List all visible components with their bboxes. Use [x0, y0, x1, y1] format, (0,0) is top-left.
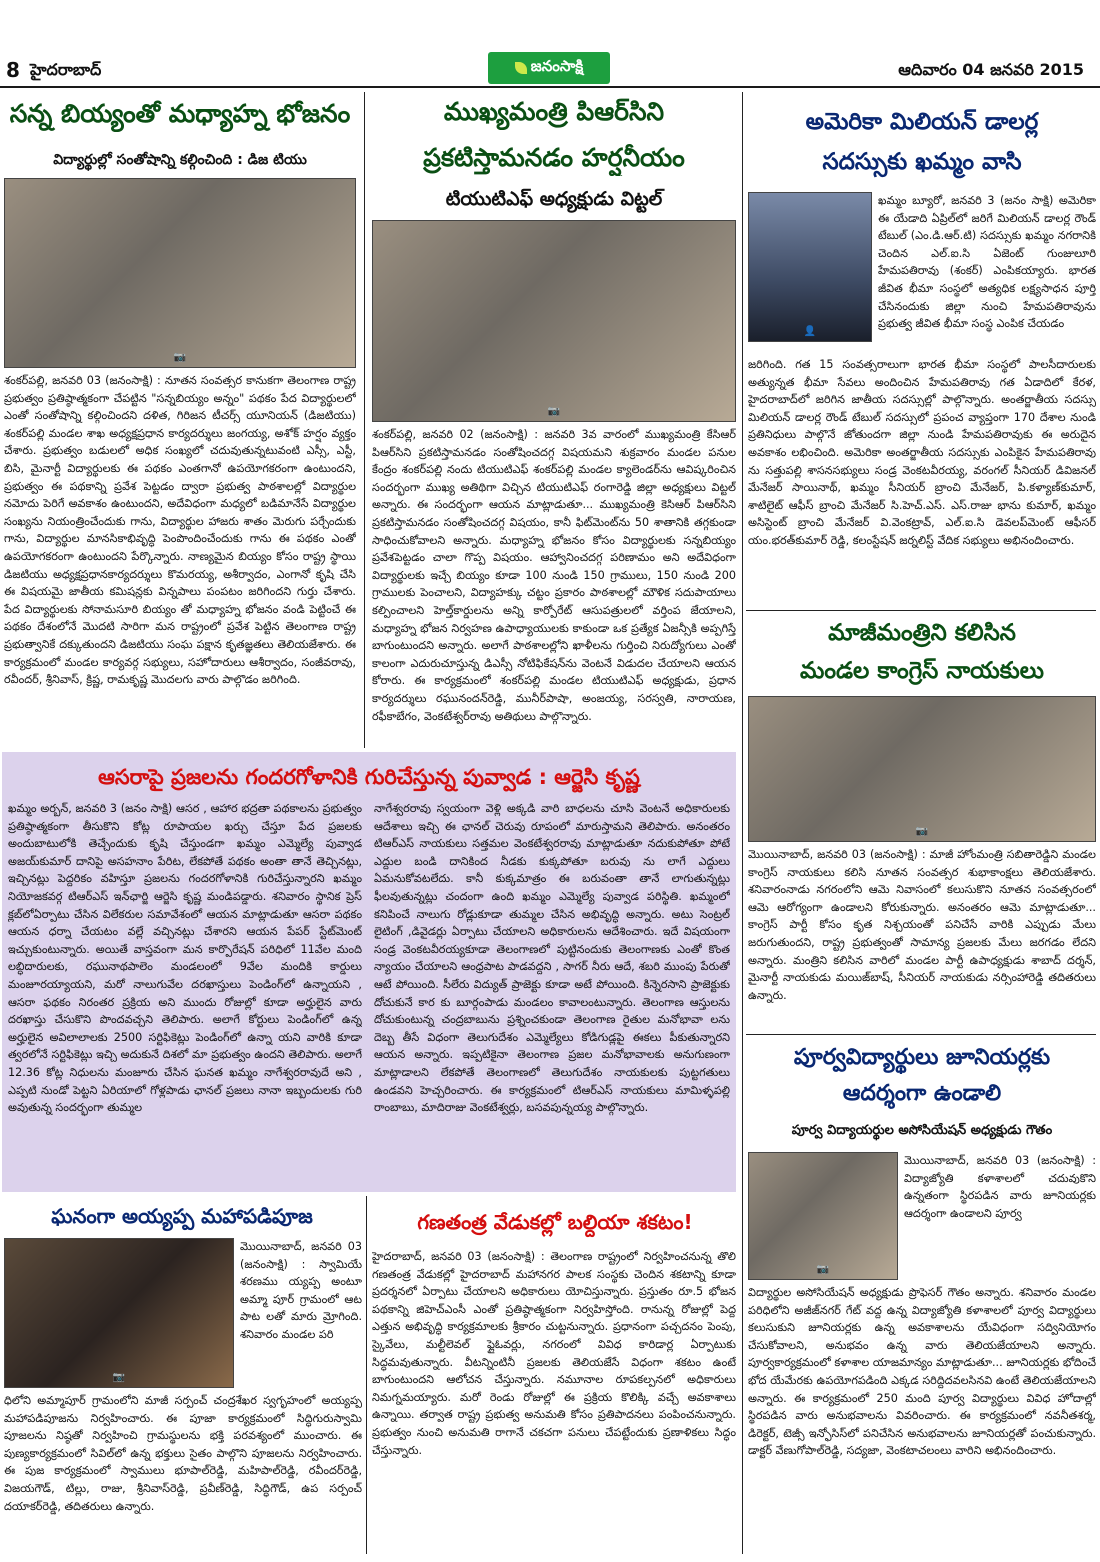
- edition-city: హైదరాబాద్: [30, 60, 102, 79]
- story-divider: [746, 610, 1096, 611]
- alumni-body: విద్యార్థుల అసోసియేషన్ అధ్యక్షుడు ప్రొఫెసర్ గౌతం అన్నారు. శనివారం మండల పరిధిలోని అజీజ్‌నగర్ గేట్ వద్ద ఉన్న విద్యాజ్యోతి కళాశాలలో పూర్వ విద్యార్థులు కలుసుకుని జూనియర్లకు ఉన్న అవకాశాలను యేవిధంగా సద్వినియోగం చేసుకోవాలని, అనుభవం ఉన్న వారు తెలియజేయాలని అన్నారు. పూర్వకార్యక్రమంలో కళాశాల యాజమాన్యం మాట్లాడుతూ... జూనియర్లకు భోదించే భోద యేమేరకు ఉపయోగపడింది ఎక్కడ సరిద్దిదవలసినవి ఉంటే తెలియజేయాలని అన్నారు. ఈ కార్యక్రమంలో 250 మంది పూర్వ విద్యార్థులు వివిధ హోదాల్లో స్థిరపడిన వారు అనుభవాలను వివరించారు. ఈ కార్యక్రమంలో నవనీతశర్మ, డిరెక్టర్, టెజ్సీ ఇన్ఫోసిస్‌లో పనిచేసిన అనుభవాలను జూనియర్లతో పంచుకున్నారు. డాక్టర్ వేణుగోపాల్‌రెడ్డి, సద్యజా, వెంకటాచలంలు వారిని అభినందించారు.: [748, 1286, 1096, 1458]
- masthead-logo: [488, 52, 610, 84]
- america-portrait: 👤: [748, 192, 872, 342]
- congress-headline-line1: మాజీమంత్రిని కలిసిన: [828, 620, 1016, 646]
- asara-body-left: ఖమ్మం అర్బన్, జనవరి 3 (జనం సాక్షి) ఆసర , ఆహార భద్రతా పథకాలను ప్రభుత్వం ప్రతిష్ఠాత్మకంగా తీసుకొని కోట్ల రూపాయల ఖర్చు చేస్తూ పేద ప్రజలకు అందుబాటులోకి తెచ్చేందుకు కృషి చేస్తుండగా ఖమ్మం ఎమ్మెల్యే పువ్వాడ అజయ్‌కుమార్ దానిపై అసహనాం పేరిట, లేకపోతే పథకం అంతా తానే తెచ్చినట్లు, ఇచ్చినట్లు పెద్దరికం వహిస్తూ ప్రజలను గందరగోళానికి గురిచేస్తున్నారని ఖమ్మం నియోజకవర్గ టిఆర్ఎస్ ఇన్‌ఛార్జి ఆర్జెసి కృష్ణ మండిపడ్డారు. శనివారం స్థానిక ప్రెస్ క్లబ్‌లోఏర్పాటు చేసిన విలేకరుల సమావేశంలో ఆయన మాట్లాడుతూ ఆసరా పథకం ఆయన ధర్నా చేయటం వల్లే వచ్చినట్లు చేశారని ఆయన పేపర్ స్టేట్‌మెంట్ ఇచ్చుకుంటున్నారు. అయితే వాస్తవంగా మన కార్పొరేషన్ పరిధిలో 11వేల మంది లబ్ధిదారులకు, రఘునాథపాలెం మండలంలో 9వేల మందికి కార్డులు మంజూరయ్యాయని, మరో నాలుగువేల దరఖాస్తులు పెండింగ్‌లో ఉన్నాయని , ఆసరా ఫథకం నిరంతర ప్రక్రియ అని ముందు రోజుల్లో కూడా అర్హులైన వారు దరఖాస్తు చేసుకొని పొందవచ్చని తెలిపారు. అలాగే కోర్టులు పెండింగ్‌లో ఉన్న అర్హులైన అవిలాలాలకు 2500 సర్టిఫికెట్లు పెండింగ్‌లో ఉన్నా యని వారికి కూడా త్వరలోనే సర్టిఫికెట్లు ఇచ్చి అదుకునే దిశలో మా ప్రభుత్వం ఉందని తెలిపారు. అలాగే 12.36 కోట్ల నిధులను మంజూరు చేసిన ఘనత ఖమ్మం నాగేశ్వరరావుదే అని , ఎప్పటి నుండో పెట్టని ఏరియాలో గోళ్లపాడు ఛానల్ ప్రజలు నానా ఇబ్బందులకు గురి అవుతున్న సందర్భంగా తుమ్మల: [8, 802, 362, 1115]
- america-headline-line2: సదస్సుకు ఖమ్మం వాసి: [822, 149, 1022, 175]
- cm-headline-line2: ప్రకటిస్తామనడం హర్షనీయం: [423, 143, 685, 172]
- america-body-bottom: జరిగింది. గత 15 సంవత్సరాలుగా భారత భీమా సంస్థలో పాలసీదారులకు అత్యున్నత భీమా సేవలు అందించిన హేమపతిరావు గత ఏడాదిలో కేరళ, హైదరాబాద్‌లో జరిగిన జాతీయ సదస్సుల్లో పాల్గొన్నారు. అంతర్జాతీయ సదస్సు మిలియన్ డాలర్ల రౌండ్ టేబుల్ సదస్సులో ప్రపంచ వ్యాప్తంగా 170 దేశాల నుండి ప్రతినిధులు పాల్గొనే జోతుందగా జిల్లా నుండి హేమపతిరావుకు ఈ అరుదైన అవకాశం లభించింది. అమెరికా అంతర్జాతీయ సదస్సుకు ఎంపికైన హేమపతిరావు ను సత్తుపల్లి శాసనసభ్యులు సండ్ర వెంకటవీరయ్య, వరంగల్ సీనియర్ డివిజనల్ మేనేజర్ సాయినాథ్, ఖమ్మం సీనియర్ బ్రాంచి మేనేజర్, పి.కళ్యాణ్‌కుమార్, శాటిలైట్ ఆఫీస్ బ్రాంచి మేనేజర్ సి.హెచ్.ఎస్. ఎస్.రాజు భాను కుమార్, ఖమ్మం అసిస్టెంట్ బ్రాంచి మేనేజర్ వి.వెంకట్రావ్, ఎల్.ఐ.సి డెవలప్‌మెంట్ ఆఫీసర్ యం.భరత్‌కుమార్ రెడ్డి, కలంస్టేషన్ జర్నలిస్ట్ వేదిక సభ్యులు అభినందించారు.: [748, 358, 1096, 547]
- republic-body: హైదరాబాద్, జనవరి 03 (జనంసాక్షి) : తెలంగాణ రాష్ట్రంలో నిర్వహించనున్న తొలి గణతంత్ర వేడుకల్లో హైదరాబాద్ మహానగర పాలక సంస్థకు చెందిన శకటాన్ని కూడా ప్రదర్శనలో ఏర్పాటు చేయాలని అధికారులు యోచిస్తున్నారు. ప్రస్తుతం రూ.5 భోజన పథకాన్ని జిహెచ్ఎంసీ ఎంతో ప్రతిష్ఠాత్మకంగా నిర్వహిస్తోంది. రానున్న రోజుల్లో పెద్ద ఎత్తున అభివృద్ధి కార్యక్రమాలకు శ్రీకారం చుట్టనున్నారు. ప్రధానంగా పచ్చదనం పెంపు, స్కైవేలు, మల్టీలెవల్ ఫ్లైఓవర్లు, నగరంలో వివిధ కారిడార్ల ఏర్పాటుకు సిద్ధమవుతున్నారు. వీటన్నింటినీ ప్రజలకు తెలియజేసే విధంగా శకటం ఉంటే బాగుంటుందని ఆలోచన చేస్తున్నారు. నమూనాల రూపకల్పనలో అధికారులు నిమగ్నమయ్యారు. మరో రెండు రోజుల్లో ఈ ప్రక్రియ కొలిక్కి వచ్చే అవకాశాలు ఉన్నాయి. తర్వాత రాష్ట్ర ప్రభుత్వ అనుమతి కోసం ప్రతిపాదనలు పంపించనున్నారు. ప్రభుత్వం నుంచి అనుమతి రాగానే చకచగా పనులు చేపట్టేందుకు ప్రణాళికలు సిద్ధం చేస్తున్నారు.: [372, 1250, 736, 1457]
- cm-body: శంకర్‌పల్లి, జనవరి 02 (జనంసాక్షి) : జనవరి 3వ వారంలో ముఖ్యమంత్రి కేసిఆర్ పిఆర్‌సిని ప్రకటిస్తామనడం సంతోషించదగ్గ విషయమని శుక్రవారం మండల పనుల కేంద్రం శంకర్‌పల్లి నందు టియుటిఎఫ్ శంకర్‌పల్లి మండల క్యాలెండర్‌ను ఆవిష్కరించిన సందర్భంగా ముఖ్య అతిథిగా విచ్చిన టియుటిఎఫ్ రంగారెడ్డి జిల్లా అధ్యక్షులు విట్టల్ అన్నారు. ఈ సందర్భంగా ఆయన మాట్లాడుతూ... ముఖ్యమంత్రి కెసిఆర్ పిఆర్‌సిని ప్రకటిస్తామనడం సంతోషించదగ్గ విషయం, కానీ ఫిట్‌మెంట్‌ను 50 శాతానికి తగ్గకుండా సాధించుకోవాలని అన్నారు. మధ్యాహ్న భోజనం కోసం విద్యార్థులకు సన్నబియ్యం ప్రవేశపెట్టడం చాలా గొప్ప విషయం. ఆహ్వానించదగ్గ పరిణామం అని అదేవిధంగా విద్యార్థులకు ఇచ్చే బియ్యం కూడా 100 నుండి 150 గ్రాములు, 150 నుండి 200 గ్రాములకు పెంచాలని, విద్యాహక్కు చట్టం ప్రకారం పాఠశాలల్లో మౌళిక సదుపాయాలు కల్పించాలని హెల్త్‌కార్డులను అన్ని కార్పోరేట్ ఆసుపత్రులలో వర్తింప జేయాలని, మధ్యాహ్న భోజన నిర్వహణ ఉపాధ్యాయులకు కాకుండా ఒక ప్రత్యేక ఏజన్సీకి అప్పగిస్తే బాగుంటుందని అన్నారు. అలాగే పాఠశాలల్లోని ఖాళీలను గుర్తించి నిరుద్యోగులు ఎంతో కాలంగా ఎదురుచూస్తున్న డిఎస్సీ నోటిఫికేషన్‌ను వెంటనే విడుదల చేయాలని ఆయన కోరారు. ఈ కార్యక్రమంలో శంకర్‌పల్లి మండల టియుటిఎఫ్ అధ్యక్షుడు, ప్రధాన కార్యదర్శులు రఘునందన్‌రెడ్డి, మునీర్‌పాషా, అంజయ్య, సరస్వతి, నారాయణ, రఫీకాబేగం, వెంకటేశ్వర్‌రావు అతిథులు పాల్గొన్నారు.: [372, 428, 736, 723]
- ayyappa-body-side: మొయినాబాద్, జనవరి 03 (జనంసాక్షి) : స్వామియే శరణము య్యప్ప అంటూ అమ్మా పూర్ గ్రామంలో ఆట పాట లతో మారు మ్రోగింది. శనివారం మండల పరి: [240, 1240, 362, 1341]
- asara-body-right: నాగేశ్వరరావు స్వయంగా వెళ్లి అక్కడి వారి బాధలను చూసి వెంటనే అధికారులకు ఆదేశాలు ఇచ్చి ఈ ఛానల్ చెరువు రూపంలో మారుస్తామని తెలిపారు. అనంతరం టిఆర్ఎస్ నాయకులు సత్తమల వెంకటేశ్వరరావు మాట్లాడుతూ నదుకుపోతూ పోటే ఎద్దుల బండి దానికింద నీడకు కుక్కపోతూ బరువు ను లాగే ఎద్దులు ఏమనుకోవటలేదు. కానీ కుక్కమాత్రం ఈ బరువంతా తానే లాగుతున్నట్లు ఫీలవుతున్నట్లు చందంగా ఉంది ఖమ్మం ఎమ్మెల్యే పువ్వాడ పరిస్థితి. ఖమ్మంలో కనిపించే నాలుగు రోడ్లుకూడా తుమ్మల చేసిన అభివృద్ధి అన్నారు. అటు సెంట్రల్ లైటింగ్ ,డివైడర్లు ఏర్పాటు చేయాలని అధికారులను ఆదేశించారు. ఇదే విషయంగా సండ్ర వెంకటవీరయ్యకూడా తెలంగాణలో పుట్టినందుకు తెలంగాణకు ఎంతో కొంత న్యాయం చేయాలని ఆంధ్రపాట పాడవద్దని , సాగర్ నీరు ఆదే, శబరి ముంపు పేరుతో ఆటే పోయింది. సీలేరు విద్యుత్ ప్రాజెక్టు కూడా అటే పోయింది. కిన్నెరసాని ప్రాజెక్టుకు దోచుకునే కార కు బూర్గంపాడు మండలం కావాలంటున్నారు. తెలంగాణ ఆస్తులను దోచుకుంటున్న చంద్రబాబును ప్రశ్నించకుండా తెలంగాణ రైతుల మనోభావా లను దెబ్బ తీసే విధంగా తెలుగుదేశం ఎమ్మెల్యేలు కోడిగుడ్లపై ఈకలు పీకుతున్నారని ఆయన అన్నారు. ఇప్పటికైనా తెలంగాణ ప్రజల మనోభావాలకు అనుగుణంగా మాట్లాడాలని లేకపోతే తెలంగాణలో తెలుగుదేశం నాయకులకు పుట్టగతులు ఉండవని హెచ్చరించారు. ఈ కార్యక్రమంలో టిఆర్ఎస్ నాయకులు మామిళ్ళపల్లి రాంబాబు, మాదిరాజు వెంకటేశ్వర్లు, బసవపున్నయ్య పాల్గొన్నారు.: [374, 802, 730, 1115]
- congress-body: మొయినాబాద్, జనవరి 03 (జనంసాక్షి) : మాజీ హోంమంత్రి సబితారెడ్డిని మండల కాంగ్రెస్ నాయకులు కలిసి నూతన సంవత్సర శుభాకాంక్షలు తెలియజేశారు. శనివారంనాడు నగరంలోని ఆమె నివాసంలో కలుసుకొని నూతన సంవత్సరంలో ఆమె ఆరోగ్యంగా ఉండాలని కోరుకున్నారు. అనంతరం ఆమె మాట్లాడుతూ... కాంగ్రెస్ పార్టీ కోసం కృత నిశ్చయంతో పనిచేసే వారికి ఎప్పుడు మేలు జరుగుతుందని, రాష్ట్ర ప్రభుత్వంతో సామాన్య ప్రజలకు మేలు జరగడం లేదని అన్నారు. మంత్రిని కలిసిన వారిలో మండల పార్టీ ఉపాధ్యక్షుడు శాబాద్ దర్శన్, మైనార్టీ నాయకుడు మయిజ్‌బాష్, సీనియర్ నాయకుడు నర్సింహారెడ్డి తదితరులు ఉన్నారు.: [748, 848, 1096, 1002]
- rice-photo: 📷: [4, 178, 356, 368]
- cm-subhead: టియుటిఎఫ్ అధ్యక్షుడు విట్టల్: [445, 188, 663, 210]
- leaf-icon: [515, 62, 527, 74]
- cm-photo: 📷: [372, 220, 736, 422]
- ayyappa-body: ధిలోని అమ్మాపూర్ గ్రామంలోని మాజీ సర్పంచ్ చంద్రశేఖర స్వగృహంలో అయ్యప్ప మహాపడిపూజను నిర్వహించారు. ఈ పూజా కార్యక్రమంలో సిద్ధిగురుస్వామి పూజలను నిష్ఠతో నిర్వహించి గ్రామస్థులను భక్తి పరవశ్యంలో ముంచారు. ఈ పుణ్యకార్యక్రమంలో సివిల్‌లో ఉన్న భక్తులు సైతం పాల్గొని పూజలను నిర్వహించారు. ఈ పుజ కార్యక్రమంలో స్వాములు భూపాల్‌రెడ్డి, మహిపాల్‌రెడ్డి, రవీందర్‌రెడ్డి, విజయగౌడ్, టిల్లు, రాజు, శ్రీనివాస్‌రెడ్డి, ప్రవీణ్‌రెడ్డి, సిద్ధిగౌడ్, ఉప సర్పంచ్ దయాకర్‌రెడ్డి, తదితరులు ఉన్నారు.: [4, 1394, 362, 1513]
- ayyappa-headline: ఘనంగా అయ్యప్ప మహాపడిపూజ: [51, 1204, 313, 1228]
- logo-text: జనంసాక్షి: [530, 57, 584, 75]
- asara-headline: ఆసరాపై ప్రజలను గందరగోళానికి గురిచేస్తున్న పువ్వాడ : ఆర్జెసి కృష్ణ: [98, 765, 640, 789]
- alumni-body-side: మొయినాబాద్, జనవరి 03 (జనంసాక్షి) : విద్యాజ్యోతి కళాశాలలో చదువుకొని ఉన్నతంగా స్థిరపడిన వారు జూనియర్లకు ఆదర్శంగా ఉండాలని పూర్వ: [904, 1154, 1096, 1220]
- america-body-top: ఖమ్మం బ్యూరో, జనవరి 3 (జనం సాక్షి) అమెరికా ఈ యేడాది ఏప్రిల్‌లో జరిగే మిలియన్ డాలర్ల రౌండ్ టేబుల్ (ఎం.డి.ఆర్.టి) సదస్సుకు ఖమ్మం నగరానికి చెందిన ఎల్.ఐ.సి ఏజెంట్ గుంజులూరి హేమపతిరావు (శంకర్) ఎంపికయ్యారు. భారత జీవిత భీమా సంస్థలో అత్యధిక లక్ష్యసాధన పూర్తి చేసినందుకు జిల్లా నుంచి హేమపతిరావును ప్రభుత్వ జీవిత భీమా సంస్థ ఎంపిక చేయడం: [878, 194, 1096, 331]
- america-headline-line1: అమెరికా మిలియన్ డాలర్ల: [805, 109, 1039, 135]
- alumni-headline-line1: పూర్వవిద్యార్థులు జూనియర్లకు: [793, 1045, 1051, 1070]
- congress-headline-line2: మండల కాంగ్రెస్ నాయకులు: [800, 658, 1044, 684]
- column-divider: [366, 1196, 367, 1554]
- congress-photo: 📷: [748, 696, 1096, 842]
- column-divider: [742, 92, 743, 1554]
- alumni-photo: 📷: [748, 1152, 898, 1280]
- ayyappa-photo: 📷: [4, 1238, 234, 1388]
- masthead-rule: [0, 86, 1100, 88]
- rice-headline: సన్న బియ్యంతో మధ్యాహ్న భోజనం: [9, 99, 351, 128]
- republic-headline: గణతంత్ర వేడుకల్లో బల్దియా శకటం!: [417, 1210, 693, 1234]
- alumni-headline-line2: ఆదర్శంగా ఉండాలి: [842, 1081, 1002, 1106]
- issue-date: ఆదివారం 04 జనవరి 2015: [898, 60, 1084, 79]
- alumni-subhead: పూర్వ విద్యాయర్థుల అసోసియేషన్ అధ్యక్షుడు గౌతం: [791, 1123, 1053, 1138]
- page-number: 8: [6, 58, 20, 82]
- column-divider: [364, 92, 365, 748]
- cm-headline-line1: ముఖ్యమంత్రి పిఆర్‌సిని: [443, 97, 665, 126]
- rice-body: శంకర్‌పల్లి, జనవరి 03 (జనంసాక్షి) : నూతన సంవత్సర కానుకగా తెలంగాణ రాష్ట్ర ప్రభుత్వం ప్రతిష్ఠాత్మకంగా చేపట్టిన "సన్నబియ్యం అన్నం" పథకం పేద విద్యార్థులలో ఎంతో సంతోషాన్ని కల్గించిందని దళిత, గిరిజన టీచర్స్ యూనియన్ (డిజటియు) శంకర్‌పల్లి మండల శాఖ అధ్యక్షప్రధాన కార్యదర్శులు జంగయ్య, అశోక్ హర్షం వ్యక్తం చేశారు. ప్రభుత్వం బడులలో అధిక సంఖ్యలో చదువుతున్నటువంటి ఎస్సీ, ఎస్టీ, బిసి, మైనార్టీ విద్యార్థులకు ఈ పథకం ఎంతగానో ఉపయోగకరంగా ఉంటుందని, ప్రభుత్వం ఈ పథకాన్ని ప్రవేశ పెట్టడం ద్వారా ప్రభుత్వ పాఠశాలల్లో విద్యార్థుల నమోదు పెరిగే అవకాశం ఉంటుందని, అదేవిధంగా మధ్యలో బడిమానేసే విద్యార్థుల సంఖ్యను నియంత్రించేందుకు గాను, విద్యార్థుల హాజరు శాతం మెరుగు పర్చేందుకు గాను, విద్యార్థుల మానసికాభివృద్ధి పెంపొందించేందుకు గాను ఈ పథకం ఎంతో ఉపయోగకరంగా ఉంటుందని పేర్కొన్నారు. నాణ్యమైన బియ్యం కోసం రాష్ట్ర స్థాయి డిజటియు అధ్యక్షప్రధానకార్యదర్శులు కొమరయ్య, అశీర్వాదం, ఎంగానో కృషి చేసి ఈ విషయమై జాతీయ కమిషన్లకు విన్నపాలు పంపటం జరిగిందని గుర్తు చేశారు. పేద విద్యార్థులకు సోనామసూరి బియ్యం తో మధ్యాహ్న భోజనం వండి పెట్టించే ఈ పథకం దేశంలోనే మొదటి సారిగా మన రాష్ట్రంలో ప్రవేశ పెట్టిన తెలంగాణ రాష్ట్ర ప్రభుత్వానికే దక్కుతుందని డిజటియు సంఘ పక్షాన కృతజ్ఞతలు తెలియజేశారు. ఈ కార్యక్రమంలో మండల కార్యవర్గ సభ్యులు, సహోదారులు ఆశీర్వాదం, సంజీవరావు, రవీందర్, శ్రీనివాస్, క్రిష్ణ, రామకృష్ణ మొదలగు వారు పాల్గొడం జరిగింది.: [4, 374, 356, 687]
- story-divider: [746, 1034, 1096, 1035]
- rice-subhead: విద్యార్థుల్లో సంతోషాన్ని కల్గించింది : డిజ టియు: [53, 152, 307, 168]
